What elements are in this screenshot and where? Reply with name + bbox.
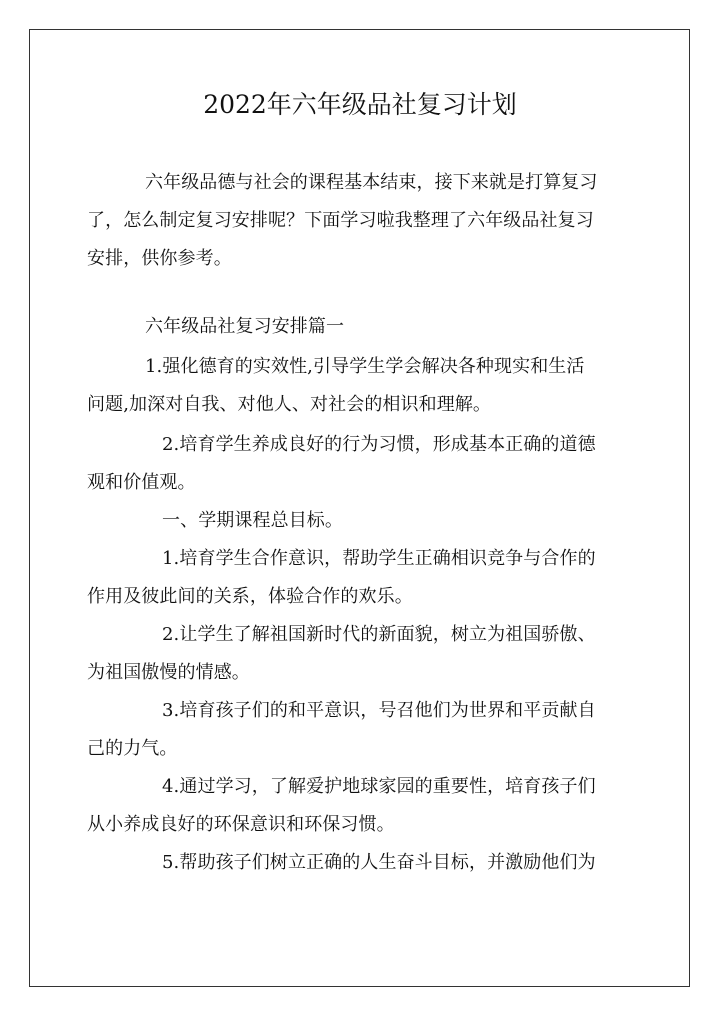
document-title: 2022年六年级品社复习计划 xyxy=(203,90,517,119)
text-line: 作用及彼此间的关系，体验合作的欢乐。 xyxy=(87,586,413,607)
text-line: 1.强化德育的实效性,引导学生学会解决各种现实和生活 xyxy=(145,356,585,377)
text-line: 2.培育学生养成良好的行为习惯，形成基本正确的道德 xyxy=(162,434,596,455)
subsection-heading: 一、学期课程总目标。 xyxy=(162,510,343,531)
text-line: 六年级品德与社会的课程基本结束，接下来就是打算复习 xyxy=(145,172,598,193)
text-line: 1.培育学生合作意识，帮助学生正确相识竞争与合作的 xyxy=(162,548,596,569)
text-line: 5.帮助孩子们树立正确的人生奋斗目标，并激励他们为 xyxy=(162,852,596,873)
text-line: 2.让学生了解祖国新时代的新面貌，树立为祖国骄傲、 xyxy=(162,624,596,645)
text-line: 安排，供你参考。 xyxy=(87,248,232,269)
text-line: 从小养成良好的环保意识和环保习惯。 xyxy=(87,814,395,835)
text-line: 观和价值观。 xyxy=(87,472,196,493)
section-heading: 六年级品社复习安排篇一 xyxy=(145,316,345,337)
text-line: 为祖国傲慢的情感。 xyxy=(87,662,250,683)
text-line: 己的力气。 xyxy=(87,738,178,759)
text-line: 了，怎么制定复习安排呢？下面学习啦我整理了六年级品社复习 xyxy=(87,210,594,231)
text-line: 问题,加深对自我、对他人、对社会的相识和理解。 xyxy=(87,394,492,415)
text-line: 4.通过学习，了解爱护地球家园的重要性，培育孩子们 xyxy=(162,776,596,797)
text-line: 3.培育孩子们的和平意识，号召他们为世界和平贡献自 xyxy=(162,700,596,721)
